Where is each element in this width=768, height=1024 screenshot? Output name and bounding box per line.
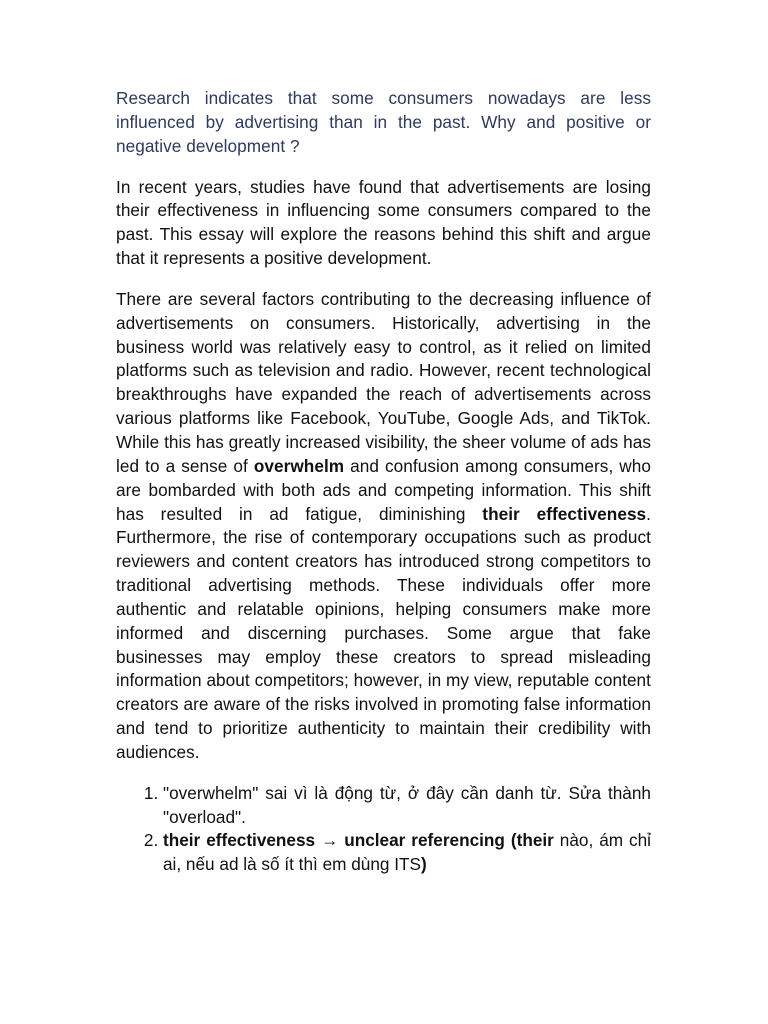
feedback-item-2-explanation: nào, ám chỉ ai, nếu ad là số ít thì em dùng ITS [163,830,651,875]
feedback-list [116,782,651,877]
highlight-overwhelm: overwhelm [253,455,345,476]
feedback-item-2-issue: unclear referencing (their [344,830,554,851]
essay-prompt: Research indicates that some consumers nowadays are less influenced by advertising than in the past. Why and positive or negative development ? [116,88,651,156]
feedback-item-2-close: ) [420,854,427,875]
feedback-item-1-text: "overwhelm" sai vì là động từ, ở đây cần danh từ. Sửa thành "overload". [163,782,651,827]
intro-paragraph: In recent years, studies have found that advertisements are losing their effectiveness in influencing some consumers compared to the past. This essay will explore the reasons behind this shift and argue that it represents a positive development. [116,176,651,269]
feedback-item-2-phrase: their effectiveness [163,830,316,851]
right-arrow-icon: → [321,830,339,851]
body-text-part2: and confusion among consumers, who are bombarded with both ads and competing information. This shift has resulted in ad fatigue, diminishing [116,455,651,524]
body-paragraph [116,288,651,765]
highlight-their-effectiveness: their effectiveness [482,503,647,524]
body-text-part1: There are several factors contributing to the decreasing influence of advertisements on consumers. Historically, advertising in the business world was relatively easy to control, as it relied on limited platforms such as television and radio. However, recent technological breakthroughs have expanded the reach of advertisements across various platforms like Facebook, YouTube, Google Ads, and TikTok. While this has greatly increased visibility, the sheer volume of ads has led to a sense of [116,288,651,476]
body-text-part3: . Furthermore, the rise of contemporary occupations such as product reviewers and content creators has introduced strong competitors to traditional advertising methods. These individuals offer more authentic and relatable opinions, helping consumers make more informed and discerning purchases. Some argue that fake businesses may employ these creators to spread misleading information about competitors; however, in my view, reputable content creators are aware of the risks involved in promoting false information and tend to prioritize authenticity to maintain their credibility with audiences. [116,503,651,762]
feedback-item-1 [163,782,651,830]
feedback-item-2 [163,829,651,877]
